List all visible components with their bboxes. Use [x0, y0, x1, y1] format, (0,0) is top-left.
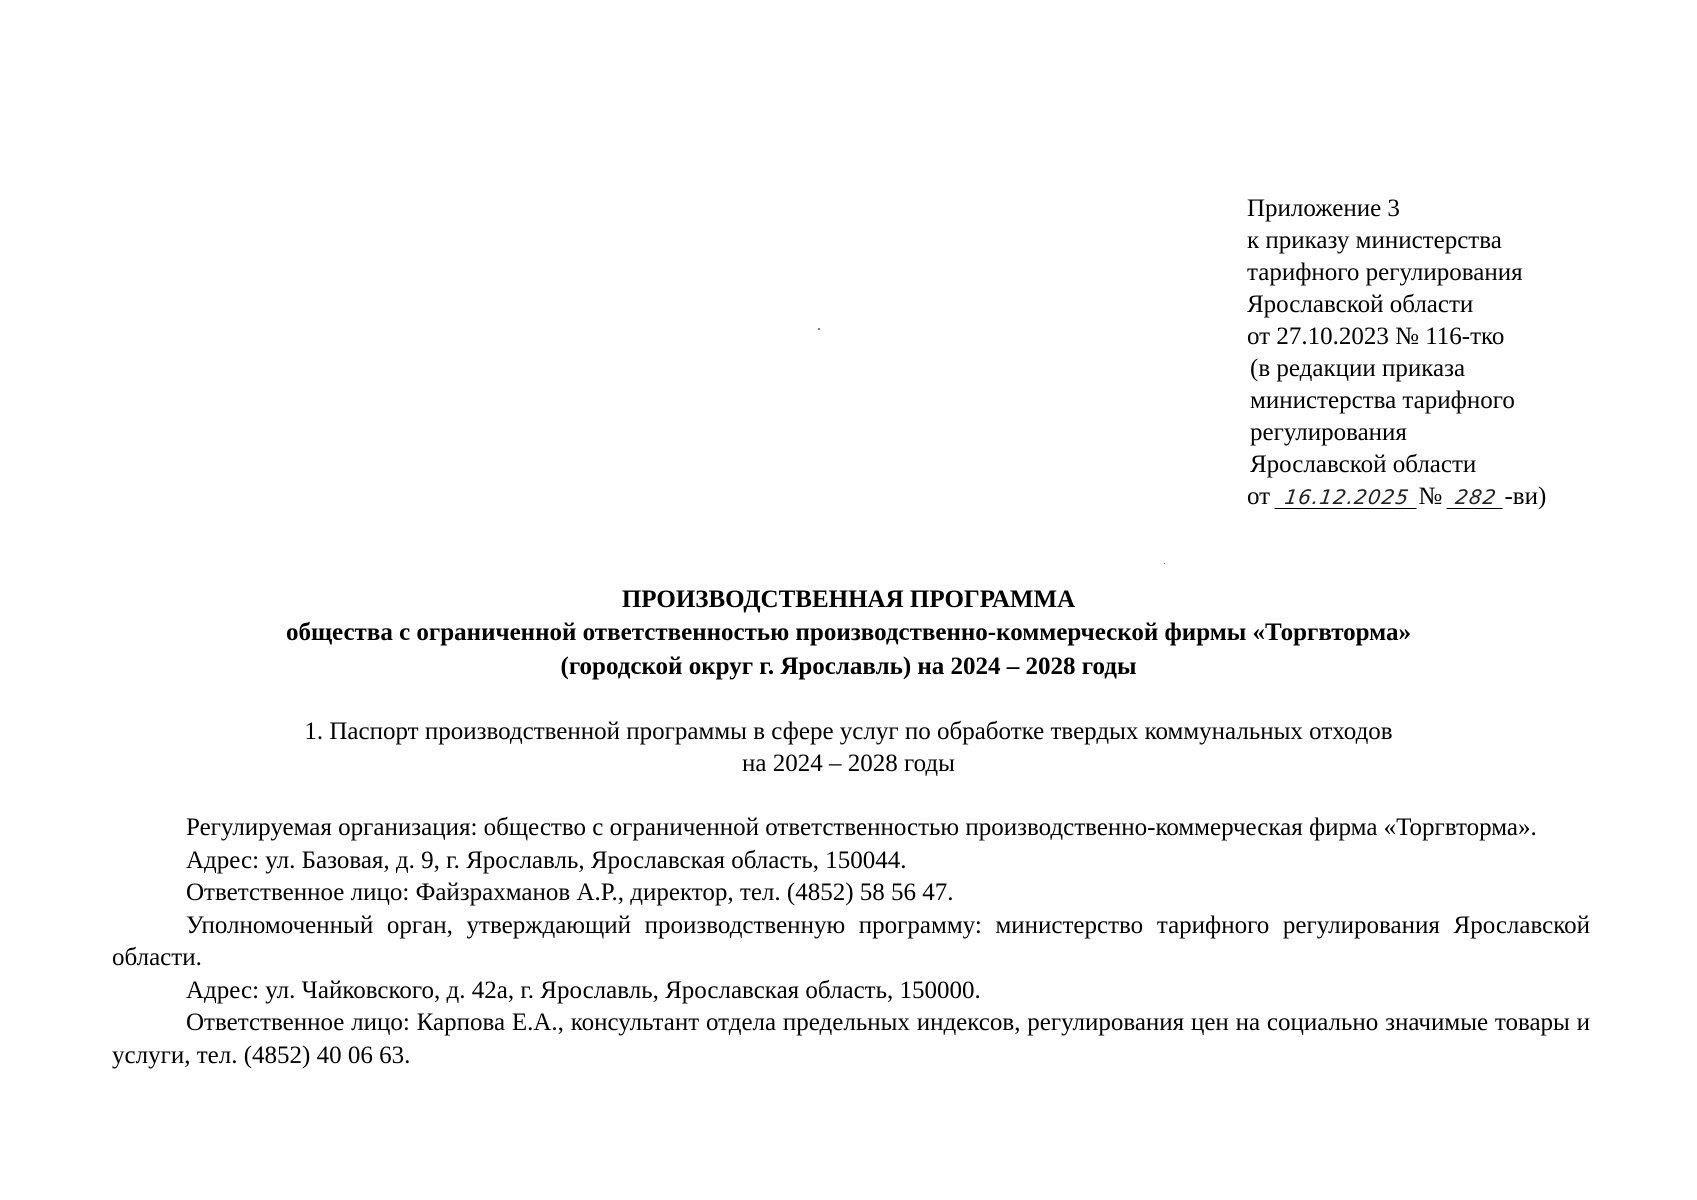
paragraph-authority-contact: Ответственное лицо: Карпова Е.А., консультант отдела предельных индексов, регулирования цен на социально значимые товары и услуги, тел. (4852) 40 06 63. — [112, 1009, 1590, 1069]
appendix-last-prefix: от — [1247, 483, 1271, 510]
appendix-line-4: Ярославской области — [1247, 291, 1474, 318]
paragraph-organization-contact: Ответственное лицо: Файзрахманов А.Р., директор, тел. (4852) 58 56 47. — [186, 879, 954, 906]
appendix-line-7: министерства тарифного — [1250, 387, 1515, 414]
appendix-line-10 — [1247, 481, 1546, 513]
document-body — [112, 812, 1590, 1072]
handwritten-number: 282 — [1447, 486, 1506, 509]
scan-speck — [1164, 563, 1165, 564]
appendix-line-9: Ярославской области — [1250, 451, 1477, 478]
appendix-line-5: от 27.10.2023 № 116-тко — [1247, 323, 1505, 350]
section-heading-period: на 2024 – 2028 годы — [742, 750, 955, 777]
appendix-line-3: тарифного регулирования — [1247, 259, 1523, 286]
paragraph-organization-address: Адрес: ул. Базовая, д. 9, г. Ярославль, Ярославская область, 150044. — [186, 846, 907, 874]
document-title: ПРОИЗВОДСТВЕННАЯ ПРОГРАММА — [621, 586, 1076, 613]
appendix-line-8: регулирования — [1250, 419, 1407, 446]
section-heading: 1. Паспорт производственной программы в сфере услуг по обработке твердых коммунальных отходов — [304, 718, 1393, 745]
paragraph-authority-address: Адрес: ул. Чайковского, д. 42а, г. Ярославль, Ярославская область, 150000. — [186, 976, 981, 1004]
handwritten-date: 16.12.2025 — [1275, 486, 1420, 509]
appendix-block — [1247, 193, 1546, 513]
appendix-line-2: к приказу министерства — [1247, 227, 1502, 254]
document-subtitle: общества с ограниченной ответственностью производственно-коммерческой фирмы «Торгвторма» — [285, 619, 1412, 646]
document-subtitle-period: (городской округ г. Ярославль) на 2024 – 2028 годы — [560, 653, 1137, 680]
scan-speck — [818, 328, 820, 330]
appendix-last-suffix: -ви) — [1504, 483, 1547, 510]
paragraph-regulated-organization: Регулируемая организация: общество с ограниченной ответственностью производственно-коммерческая фирма «Торгвторма». — [186, 814, 1537, 841]
appendix-line-6: (в редакции приказа — [1250, 355, 1466, 382]
paragraph-authority: Уполномоченный орган, утверждающий производственную программу: министерство тарифного регулирования Ярославской области. — [112, 911, 1590, 971]
number-sign: № — [1418, 483, 1443, 510]
appendix-line-1: Приложение 3 — [1247, 195, 1400, 222]
